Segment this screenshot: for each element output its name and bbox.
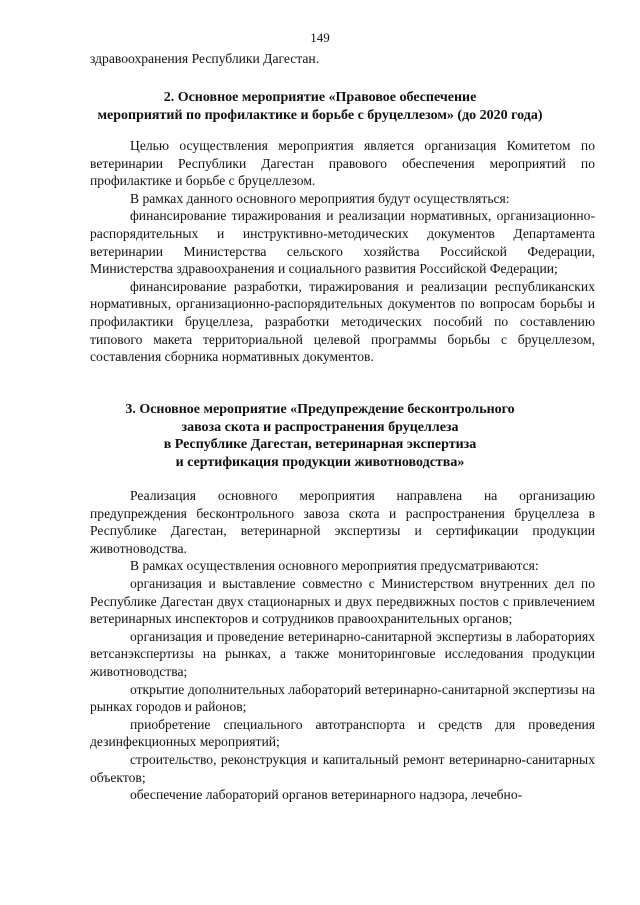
section-3-paragraph: обеспечение лабораторий органов ветеринарного надзора, лечебно- [130, 787, 523, 803]
section-2-heading [0, 89, 640, 124]
section-2-paragraph: финансирование тиражирования и реализации нормативных, организационно-распорядительных и инструктивно-методических документов Департамента ветеринарии Министерства сельского хозяйства Российской Федерации, Министерства здравоохранения и социального развития Российской Федерации; [90, 208, 595, 277]
section-3-heading-line: 3. Основное мероприятие «Предупреждение бесконтрольного [125, 402, 515, 417]
section-2-body [90, 137, 595, 366]
section-3-heading-line: в Республике Дагестан, ветеринарная экспертиза [163, 437, 477, 453]
section-2-heading-line: мероприятий по профилактике и борьбе с бруцеллезом» (до 2020 года) [97, 107, 543, 123]
page-number: 149 [310, 30, 330, 45]
section-2-paragraph: В рамках данного основного мероприятия будут осуществляться: [130, 190, 510, 206]
section-3-body [90, 487, 595, 804]
section-3-paragraph: приобретение специального автотранспорта и средств для проведения дезинфекционных мероприятий; [90, 716, 595, 750]
section-3-paragraph: открытие дополнительных лабораторий ветеринарно-санитарной экспертизы на рынках городов и районов; [90, 681, 595, 715]
intro-line: здравоохранения Республики Дагестан. [90, 51, 320, 66]
section-3-paragraph: В рамках осуществления основного мероприятия предусматриваются: [130, 558, 539, 574]
section-3-heading [0, 401, 640, 471]
section-3-paragraph: строительство, реконструкция и капитальный ремонт ветеринарно-санитарных объектов; [90, 751, 595, 785]
section-3-paragraph: организация и проведение ветеринарно-санитарной экспертизы в лабораториях ветсанэкспертизы на рынках, а также мониторинговые исследования продукции животноводства; [90, 628, 595, 679]
section-3-paragraph: Реализация основного мероприятия направлена на организацию предупреждения бесконтрольного завоза скота и распространения бруцеллеза в Республике Дагестан, ветеринарной экспертизы и сертификации продукции животноводства. [90, 488, 595, 556]
section-2-paragraph: финансирование разработки, тиражирования и реализации республиканских нормативных, организационно-распорядительных документов по вопросам борьбы и профилактики бруцеллеза, разработки методических пособий по составлению типового макета территориальной целевой программы борьбы с бруцеллезом, составления сборника нормативных документов. [90, 278, 595, 365]
section-3-heading-line: и сертификация продукции животноводства» [175, 454, 465, 470]
section-3-paragraph: организация и выставление совместно с Министерством внутренних дел по Республике Дагестан двух стационарных и двух передвижных постов с привлечением ветеринарных инспекторов и сотрудников правоохранительных органов; [90, 575, 595, 627]
intro-text [90, 50, 595, 68]
section-3-heading-line: завоза скота и распространения бруцеллеза [181, 419, 459, 435]
section-2-heading-line: 2. Основное мероприятие «Правовое обеспечение [163, 90, 477, 105]
section-2-paragraph: Целью осуществления мероприятия является организация Комитетом по ветеринарии Республики Дагестан правового обеспечения мероприятий по профилактике и борьбе с бруцеллезом. [90, 138, 595, 189]
